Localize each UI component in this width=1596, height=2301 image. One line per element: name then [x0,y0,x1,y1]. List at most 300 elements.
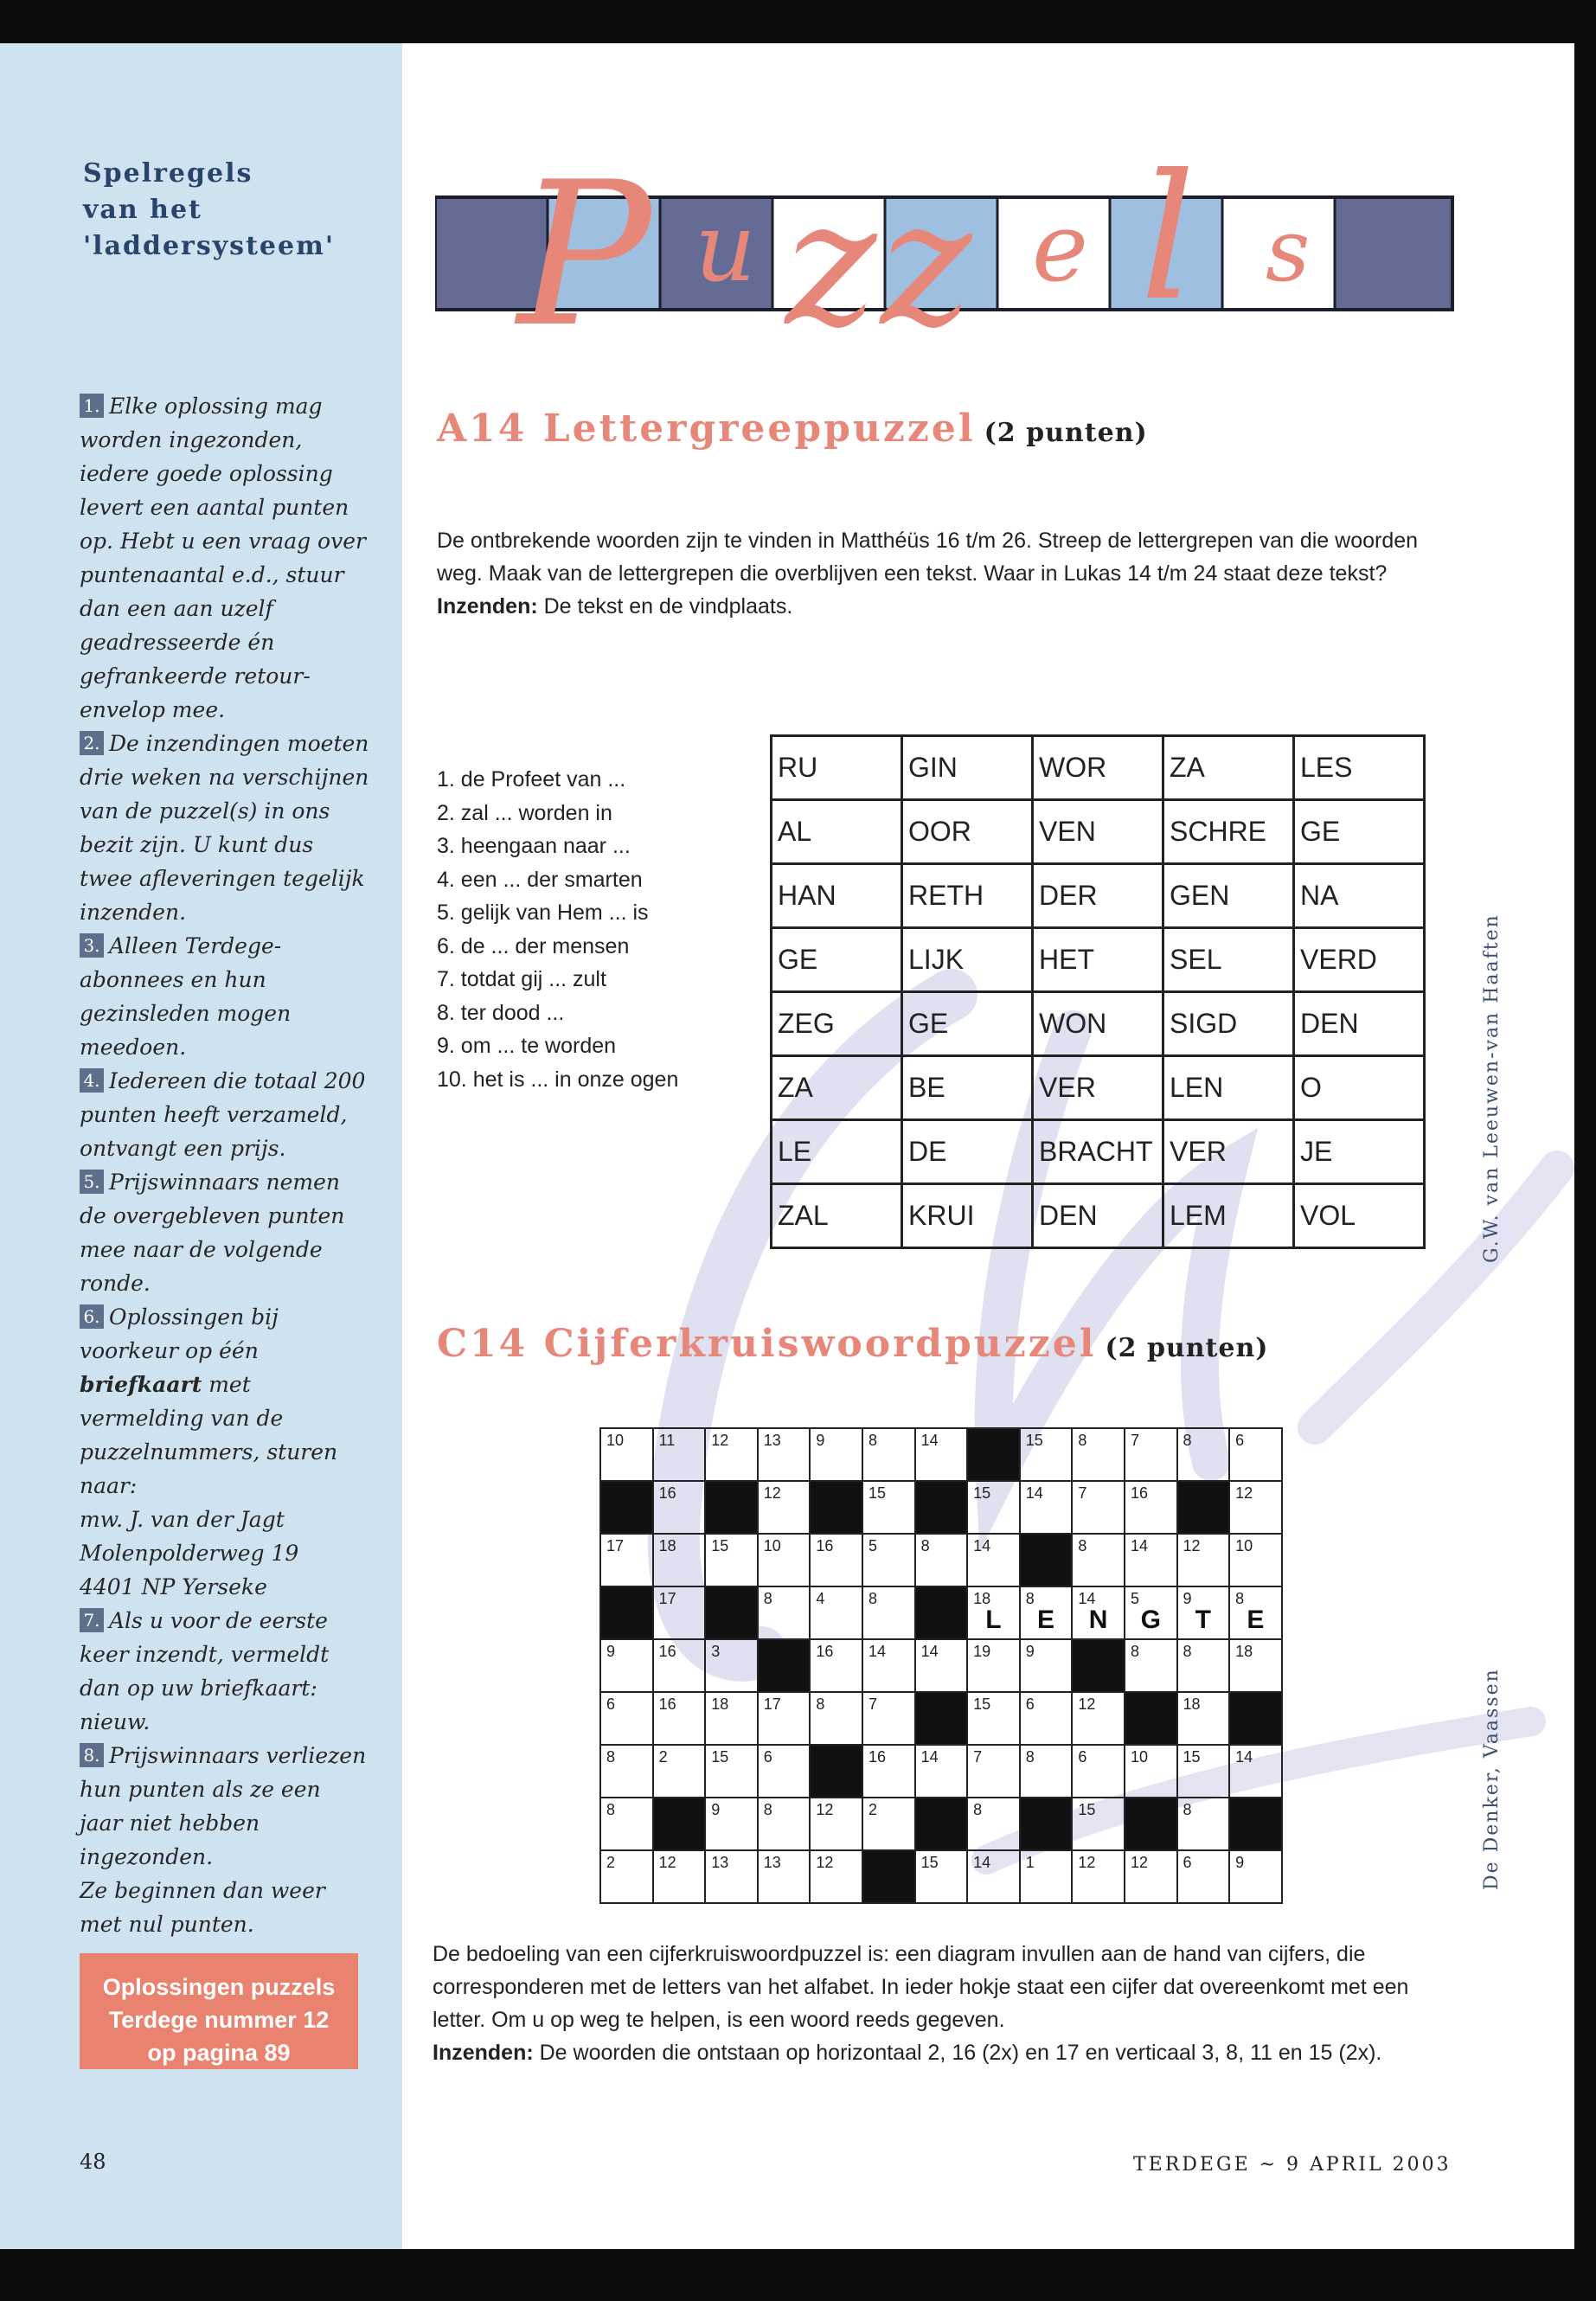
crossword-cell [862,1481,915,1534]
crossword-cell [1125,1639,1177,1692]
cell-number: 14 [920,1748,939,1766]
cell-number: 10 [1130,1748,1148,1766]
crossword-cell [1177,1639,1230,1692]
banner-letter: z [785,163,877,365]
crossword-black-cell [758,1639,811,1692]
c14-points: (2 punten) [1105,1333,1269,1363]
banner-letter: s [1266,200,1311,301]
crossword-cell [1125,1481,1177,1534]
cell-number: 15 [1078,1801,1096,1818]
crossword-cell [653,1428,706,1481]
crossword-cell [1125,1586,1177,1639]
c14-explanation-block [433,1938,1445,2069]
cell-number: 18 [658,1537,676,1554]
cell-number: 7 [1130,1432,1139,1449]
crossword-cell [1072,1745,1125,1798]
cell-number: 16 [816,1537,834,1554]
cell-number: 17 [763,1695,781,1713]
crossword-cell [810,1692,862,1745]
syllable-row [772,800,1425,864]
cell-number: 10 [1235,1537,1253,1554]
cell-number: 17 [606,1537,625,1554]
crossword-cell [600,1639,653,1692]
a14-clues [437,763,766,1096]
syllable-cell: ZA [772,1056,902,1120]
cell-number: 1 [1025,1854,1035,1871]
crossword-cell [1125,1534,1177,1586]
cell-number: 8 [1025,1590,1035,1607]
crossword-cell [600,1428,653,1481]
crossword-cell [1177,1798,1230,1850]
crossword-cell [705,1534,758,1586]
cell-number: 8 [763,1801,772,1818]
crossword-cell [1177,1534,1230,1586]
crossword-black-cell [915,1481,968,1534]
syllable-cell: VERD [1294,928,1425,992]
crossword-cell [915,1745,968,1798]
syllable-grid [770,734,1426,1249]
cell-number: 14 [1130,1537,1148,1554]
banner-letter: P [517,151,651,371]
rule-number: 8. [80,1743,104,1767]
rule-item [80,1165,369,1300]
crossword-cell [600,1534,653,1586]
syllable-cell: GE [772,928,902,992]
crossword-cell [653,1586,706,1639]
crossword-cell [915,1534,968,1586]
syllable-cell: HAN [772,864,902,928]
cell-number: 9 [1235,1854,1245,1871]
page-gutter [1574,0,1596,2301]
crossword-cell [653,1692,706,1745]
rule-number: 6. [80,1304,104,1329]
cell-number: 17 [658,1590,676,1607]
crossword-cell [1229,1534,1282,1586]
rule-extra: Ze beginnen dan weer met nul punten. [80,1878,325,1937]
clue-item: 1. de Profeet van ... [437,767,626,792]
cell-number: 7 [1078,1484,1087,1502]
address-line: 4401 NP Yerseke [80,1574,267,1599]
syllable-cell: HET [1033,928,1163,992]
crossword-black-cell [915,1586,968,1639]
rules-title: Spelregels van het 'laddersysteem' [83,158,336,261]
crossword-cell [862,1534,915,1586]
syllable-row [772,864,1425,928]
crossword-cell [1072,1534,1125,1586]
rule-item [80,1064,369,1165]
crossword-cell [705,1745,758,1798]
crossword-cell [705,1639,758,1692]
a14-author-credit: G.W. van Leeuwen-van Haaften [1481,913,1503,1263]
syllable-row [772,928,1425,992]
cell-number: 8 [1183,1801,1192,1818]
cell-number: 12 [658,1854,676,1871]
cell-number: 2 [658,1748,668,1766]
rules-list [80,389,369,1941]
syllable-cell: LEN [1163,1056,1294,1120]
c14-submit-label: Inzenden: [433,2041,534,2065]
clue-item: 2. zal ... worden in [437,800,612,825]
cell-number: 16 [658,1643,676,1660]
crossword-cell [600,1745,653,1798]
crossword-cell [653,1534,706,1586]
rule-number: 3. [80,933,104,958]
crossword-cell [967,1692,1020,1745]
crossword-cell [1229,1428,1282,1481]
syllable-cell: O [1294,1056,1425,1120]
crossword-cell [705,1850,758,1903]
crossword-black-cell [1177,1481,1230,1534]
cell-number: 6 [1025,1695,1035,1713]
syllable-cell: BE [902,1056,1033,1120]
syllable-cell: LES [1294,736,1425,800]
cell-number: 15 [973,1695,991,1713]
crossword-cell [1072,1850,1125,1903]
clue-item: 6. de ... der mensen [437,933,630,958]
crossword-row [600,1692,1282,1745]
cell-number: 14 [973,1854,991,1871]
rule-item [80,1300,369,1503]
cell-number: 11 [658,1432,676,1449]
crossword-cell [967,1481,1020,1534]
solutions-line: Oplossingen puzzels [102,1974,336,2000]
crossword-row [600,1745,1282,1798]
crossword-black-cell [705,1586,758,1639]
crossword-cell [1020,1745,1073,1798]
cell-number: 8 [868,1432,877,1449]
address-line: mw. J. van der Jagt [80,1507,285,1532]
crossword-cell [810,1639,862,1692]
c14-submit [433,2036,1445,2069]
c14-author-credit: De Denker, Vaassen [1481,1668,1503,1890]
crossword-cell [653,1745,706,1798]
cell-given-letter: L [985,1606,1002,1634]
rule-text: De inzendingen moeten drie weken na verschijnen van de puzzel(s) in ons bezit zijn. U kunt dus twee afleveringen tegelijk inzenden. [80,731,369,925]
address-line: Molenpolderweg 19 [80,1541,299,1566]
syllable-cell: OOR [902,800,1033,864]
cell-number: 2 [868,1801,877,1818]
crossword-row [600,1586,1282,1639]
cell-number: 8 [1183,1432,1192,1449]
banner-letter: u [695,192,756,303]
cell-number: 9 [1183,1590,1192,1607]
clue-item: 3. heengaan naar ... [437,834,631,858]
cell-number: 9 [711,1801,721,1818]
cell-number: 8 [1078,1537,1087,1554]
cell-number: 8 [606,1801,616,1818]
a14-title: A14 Lettergreeppuzzel [437,407,976,451]
rule-text: met vermelding van de puzzelnummers, sturen naar: [80,1372,338,1498]
cell-number: 6 [606,1695,616,1713]
crossword-cell [1177,1850,1230,1903]
cell-number: 14 [920,1643,939,1660]
publication-footer: TERDEGE ~ 9 APRIL 2003 [1133,2154,1452,2176]
rule-number: 2. [80,731,104,755]
crossword-cell [705,1798,758,1850]
syllable-row [772,1120,1425,1184]
cell-number: 6 [1235,1432,1245,1449]
magazine-page [0,43,1574,2249]
clue-item: 9. om ... te worden [437,1034,617,1058]
crossword-black-cell [1020,1798,1073,1850]
cell-number: 15 [1183,1748,1201,1766]
crossword-row [600,1798,1282,1850]
cell-number: 9 [816,1432,825,1449]
crossword-cell [1229,1639,1282,1692]
crossword-cell [758,1428,811,1481]
cell-number: 15 [920,1854,939,1871]
cell-number: 14 [1078,1590,1096,1607]
page-number: 48 [80,2150,106,2174]
cell-number: 9 [1025,1643,1035,1660]
crossword-cell [967,1798,1020,1850]
cell-number: 18 [973,1590,991,1607]
crossword-cell [758,1745,811,1798]
banner-tile [1335,199,1451,308]
syllable-row [772,1056,1425,1120]
crossword-cell [1072,1798,1125,1850]
crossword-black-cell [1020,1534,1073,1586]
cell-number: 18 [1183,1695,1201,1713]
crossword-cell [967,1639,1020,1692]
puzzels-banner [435,151,1456,384]
crossword-cell [1020,1850,1073,1903]
syllable-cell: ZA [1163,736,1294,800]
cell-number: 13 [711,1854,729,1871]
cell-number: 13 [763,1432,781,1449]
rule-item [80,1604,369,1739]
crossword-black-cell [810,1481,862,1534]
crossword-cell [1229,1586,1282,1639]
cell-number: 12 [816,1801,834,1818]
cell-number: 16 [868,1748,886,1766]
crossword-cell [862,1798,915,1850]
cell-number: 6 [763,1748,772,1766]
cell-number: 10 [606,1432,625,1449]
cell-given-letter: E [1247,1606,1265,1634]
syllable-cell: GE [1294,800,1425,864]
a14-intro-block [437,524,1440,623]
cell-number: 6 [1183,1854,1192,1871]
cell-number: 15 [1025,1432,1043,1449]
crossword-cell [810,1534,862,1586]
banner-letter: z [881,163,972,365]
syllable-cell: WON [1033,992,1163,1056]
cell-number: 9 [606,1643,616,1660]
crossword-cell [758,1798,811,1850]
rule-number: 7. [80,1608,104,1632]
a14-points: (2 punten) [984,418,1148,448]
crossword-cell [758,1586,811,1639]
crossword-cell [600,1850,653,1903]
cell-number: 7 [868,1695,877,1713]
cell-number: 12 [816,1854,834,1871]
rule-text-bold: briefkaart [80,1372,202,1397]
crossword-black-cell [862,1850,915,1903]
syllable-cell: WOR [1033,736,1163,800]
crossword-row [600,1534,1282,1586]
crossword-cell [758,1534,811,1586]
crossword-cell [862,1639,915,1692]
crossword-black-cell [1229,1798,1282,1850]
cell-number: 12 [1078,1695,1096,1713]
syllable-cell: VER [1033,1056,1163,1120]
crossword-cell [915,1639,968,1692]
crossword-cell [705,1428,758,1481]
crossword-cell [810,1428,862,1481]
cell-number: 14 [973,1537,991,1554]
clue-item: 8. ter dood ... [437,1000,565,1025]
crossword-row [600,1850,1282,1903]
cell-number: 8 [1078,1432,1087,1449]
cell-number: 15 [973,1484,991,1502]
syllable-cell: BRACHT [1033,1120,1163,1184]
syllable-cell: ZAL [772,1184,902,1248]
crossword-black-cell [915,1692,968,1745]
cell-number: 16 [816,1643,834,1660]
cell-number: 5 [1130,1590,1139,1607]
rule-item [80,1739,369,1874]
crossword-cell [862,1692,915,1745]
solutions-line: op pagina 89 [147,2040,291,2066]
clue-item: 4. een ... der smarten [437,867,643,892]
syllable-cell: JE [1294,1120,1425,1184]
crossword-cell [967,1850,1020,1903]
syllable-cell: LEM [1163,1184,1294,1248]
crossword-cell [1229,1850,1282,1903]
rule-text: Als u voor de eerste keer inzendt, vermeldt dan op uw briefkaart: nieuw. [80,1608,330,1734]
crossword-cell [600,1798,653,1850]
cell-number: 10 [763,1537,781,1554]
cell-number: 12 [763,1484,781,1502]
syllable-cell: RU [772,736,902,800]
cell-number: 8 [1235,1590,1245,1607]
solutions-line: Terdege nummer 12 [108,2007,330,2033]
crossword-cell [653,1850,706,1903]
crossword-cell [862,1586,915,1639]
crossword-black-cell [1072,1639,1125,1692]
crossword-cell [967,1534,1020,1586]
cell-number: 16 [1130,1484,1148,1502]
rule-item [80,929,369,1064]
syllable-row [772,1184,1425,1248]
cell-number: 8 [868,1590,877,1607]
crossword-cell [1020,1639,1073,1692]
rule-item [80,389,369,727]
cell-number: 8 [816,1695,825,1713]
cell-number: 12 [1235,1484,1253,1502]
cell-given-letter: T [1195,1606,1211,1634]
cell-number: 14 [868,1643,886,1660]
crossword-cell [1177,1586,1230,1639]
syllable-cell: DE [902,1120,1033,1184]
c14-explanation: De bedoeling van een cijferkruiswoordpuzzel is: een diagram invullen aan de hand van cijfers, die corresponderen met de letters van het alfabet. In ieder hokje staat een cijfer dat overeenkomt met een letter. Om u op weg te helpen, is een woord reeds gegeven. [433,1942,1409,2032]
crossword-black-cell [810,1745,862,1798]
cell-number: 7 [973,1748,983,1766]
syllable-cell: KRUI [902,1184,1033,1248]
cell-number: 12 [711,1432,729,1449]
cell-number: 14 [1025,1484,1043,1502]
rule-text: Prijswinnaars nemen de overgebleven punten mee naar de volgende ronde. [80,1170,345,1296]
a14-submit-label: Inzenden: [437,594,538,619]
crossword-black-cell [1229,1692,1282,1745]
crossword-black-cell [915,1798,968,1850]
cell-number: 8 [1025,1748,1035,1766]
crossword-cell [1177,1428,1230,1481]
crossword-row [600,1428,1282,1481]
crossword-cell [1229,1745,1282,1798]
cell-number: 18 [1235,1643,1253,1660]
cell-number: 8 [1130,1643,1139,1660]
crossword-cell [653,1481,706,1534]
crossword-cell [1020,1481,1073,1534]
rule-text: Elke oplossing mag worden ingezonden, iedere goede oplossing levert een aantal punten op. Hebt u een vraag over puntenaantal e.d., stuur dan een aan uzelf geadresseerde én gefrankeerde retour-envelop mee. [80,394,366,722]
cell-number: 14 [920,1432,939,1449]
rule-number: 4. [80,1068,104,1093]
syllable-cell: DER [1033,864,1163,928]
cell-number: 13 [763,1854,781,1871]
c14-title: C14 Cijferkruiswoordpuzzel [437,1322,1097,1366]
a14-heading [437,407,1148,451]
syllable-cell: VOL [1294,1184,1425,1248]
syllable-cell: NA [1294,864,1425,928]
cell-number: 15 [711,1748,729,1766]
syllable-cell: GE [902,992,1033,1056]
syllable-cell: GIN [902,736,1033,800]
crossword-cell [758,1850,811,1903]
crossword-cell [862,1745,915,1798]
crossword-cell [1072,1586,1125,1639]
syllable-cell: SCHRE [1163,800,1294,864]
syllable-cell: VEN [1033,800,1163,864]
crossword-cell [1020,1428,1073,1481]
banner-letter: l [1140,151,1195,339]
clue-item: 10. het is ... in onze ogen [437,1067,679,1092]
syllable-cell: DEN [1033,1184,1163,1248]
crossword-black-cell [705,1481,758,1534]
crossword-black-cell [1125,1798,1177,1850]
a14-submit [437,590,1440,623]
cell-number: 8 [1183,1643,1192,1660]
cell-number: 12 [1183,1537,1201,1554]
crossword-black-cell [1125,1692,1177,1745]
crossword-cell [810,1850,862,1903]
crossword-row [600,1639,1282,1692]
crossword-cell [967,1745,1020,1798]
rule-number: 5. [80,1170,104,1194]
crossword-cell [967,1586,1020,1639]
crossword-black-cell [967,1428,1020,1481]
a14-intro: De ontbrekende woorden zijn te vinden in Matthéüs 16 t/m 26. Streep de lettergrepen van die woorden weg. Maak van de lettergrepen die overblijven een tekst. Waar in Lukas 14 t/m 24 staat deze tekst? [437,529,1419,586]
rule-text: Alleen Terdege-abonnees en hun gezinsleden mogen meedoen. [80,933,292,1060]
crossword-cell [1125,1745,1177,1798]
clue-item: 7. totdat gij ... zult [437,967,606,991]
cell-number: 8 [920,1537,930,1554]
clue-item: 5. gelijk van Hem ... is [437,901,649,925]
cell-number: 4 [816,1590,825,1607]
c14-heading [437,1322,1269,1366]
cell-number: 15 [868,1484,886,1502]
cell-number: 16 [658,1695,676,1713]
cell-number: 18 [711,1695,729,1713]
a14-submit-text: De tekst en de vindplaats. [537,594,793,619]
rule-text: Prijswinnaars verliezen hun punten als ze een jaar niet hebben ingezonden. [80,1743,367,1869]
crossword-cell [1020,1692,1073,1745]
syllable-cell: ZEG [772,992,902,1056]
crossword-cell [1072,1692,1125,1745]
banner-letter: e [1032,192,1089,303]
cell-given-letter: E [1037,1606,1055,1634]
